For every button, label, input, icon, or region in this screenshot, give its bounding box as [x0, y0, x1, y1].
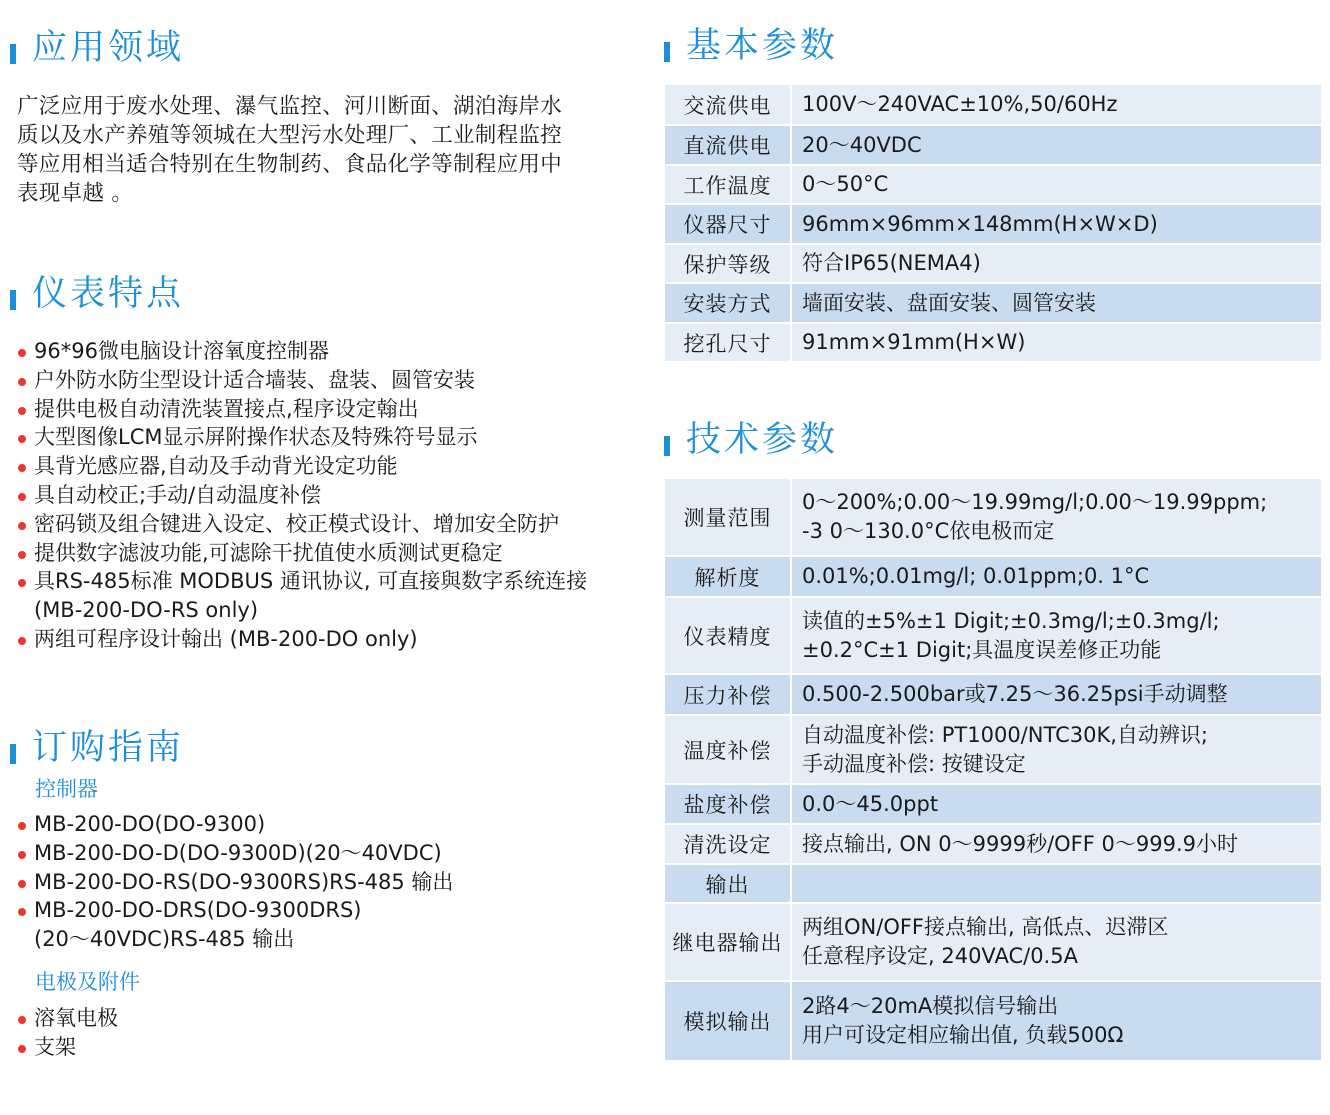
row-value-line: 两组ON/OFF接点输出, 高低点、迟滞区 [802, 915, 1169, 939]
paragraph-line: 质以及水产养殖等领城在大型污水处理厂、工业制程监控 [17, 123, 563, 148]
application-description [17, 92, 562, 208]
row-value [791, 674, 1321, 715]
list-item [16, 423, 587, 452]
row-value-line: 任意程序设定, 240VAC/0.5A [802, 944, 1078, 968]
row-label: 模拟输出 [665, 981, 791, 1061]
table-row [665, 674, 1321, 715]
bullet-icon [18, 637, 26, 645]
row-value [791, 283, 1321, 323]
bullet-icon [18, 349, 26, 357]
bullet-icon [18, 522, 26, 530]
row-value-line: 100V～240VAC±10%,50/60Hz [802, 92, 1118, 116]
row-value-line: 91mm×91mm(H×W) [802, 330, 1026, 354]
table-row [665, 864, 1321, 903]
title-marker [664, 42, 670, 62]
row-label: 工作温度 [665, 165, 791, 204]
list-item [16, 337, 587, 366]
table-row [665, 204, 1321, 244]
list-item-text: 两组可程序设计翰出 (MB-200-DO only) [34, 626, 418, 651]
section-title-ordering: 订购指南 [10, 726, 184, 770]
list-item [16, 625, 587, 654]
list-item [16, 567, 587, 625]
features-list [16, 337, 587, 654]
bullet-icon [18, 851, 26, 859]
accessory-list [16, 1004, 118, 1062]
row-value-line: 用户可设定相应输出值, 负载500Ω [802, 1023, 1124, 1047]
row-value-line: -3 0～130.0°C依电极而定 [802, 519, 1055, 543]
list-item-text: 具RS-485标准 MODBUS 通讯协议, 可直接與数字系统连接 [34, 569, 588, 594]
list-item-text: 提供电极自动清洗装置接点,程序设定翰出 [34, 396, 419, 421]
table-row [665, 125, 1321, 165]
row-label: 测量范围 [665, 479, 791, 556]
list-item [16, 510, 587, 539]
list-item-text: 密码锁及组合键进入设定、校正模式设计、增加安全防护 [34, 511, 559, 536]
list-item-text: (20～40VDC)RS-485 输出 [34, 927, 295, 952]
row-label: 保护等级 [665, 244, 791, 283]
list-item-text: MB-200-DO(DO-9300) [34, 812, 266, 836]
row-value-line: ±0.2°C±1 Digit;具温度误差修正功能 [802, 637, 1162, 662]
paragraph-line: 表现卓越 。 [17, 181, 134, 206]
list-item-text: 溶氧电极 [34, 1006, 118, 1030]
row-label: 盐度补偿 [665, 784, 791, 824]
bullet-icon [18, 435, 26, 443]
row-value [791, 981, 1321, 1061]
list-item [16, 810, 453, 839]
row-value [791, 556, 1321, 597]
row-value [791, 323, 1321, 362]
list-item-text: MB-200-DO-D(DO-9300D)(20～40VDC) [34, 840, 442, 865]
controller-list [16, 810, 453, 954]
row-label: 继电器输出 [665, 903, 791, 981]
table-row [665, 784, 1321, 824]
row-label: 安装方式 [665, 283, 791, 323]
table-row [665, 824, 1321, 864]
title-marker [10, 290, 16, 310]
list-item [16, 366, 587, 395]
row-value-line: 墙面安装、盘面安装、圆管安装 [802, 290, 1096, 315]
controller-subheading: 控制器 [35, 777, 98, 801]
list-item-text: 96*96微电脑设计溶氧度控制器 [34, 339, 329, 363]
paragraph-line: 广泛应用于废水处理、瀑气监控、河川断面、湖泊海岸水 [17, 94, 563, 119]
row-value [791, 715, 1321, 784]
row-value [791, 784, 1321, 824]
bullet-icon [18, 1016, 26, 1024]
row-value [791, 903, 1321, 981]
table-row [665, 323, 1321, 362]
bullet-icon [18, 407, 26, 415]
table-row [665, 715, 1321, 784]
row-label: 解析度 [665, 556, 791, 597]
table-row [665, 244, 1321, 283]
row-label: 仪器尺寸 [665, 204, 791, 244]
row-value-line: 2路4～20mA模拟信号输出 [802, 994, 1059, 1018]
row-value-line: 20～40VDC [802, 132, 922, 157]
table-row [665, 556, 1321, 597]
bullet-icon [18, 464, 26, 472]
list-item [16, 452, 587, 481]
list-item-text: 户外防水防尘型设计适合墙装、盘装、圆管安装 [34, 367, 475, 392]
list-item-text: MB-200-DO-DRS(DO-9300DRS) [34, 898, 362, 923]
list-item [16, 1033, 118, 1062]
row-value-line: 0.01%;0.01mg/l; 0.01ppm;0. 1°C [802, 564, 1150, 588]
bullet-icon [18, 579, 26, 587]
list-item-text: 具自动校正;手动/自动温度补偿 [34, 482, 322, 507]
list-item [16, 395, 587, 424]
row-value-line: 96mm×96mm×148mm(H×W×D) [802, 211, 1158, 236]
bullet-icon [18, 1045, 26, 1053]
row-value [791, 165, 1321, 204]
row-value-line: 手动温度补偿: 按键设定 [802, 751, 1026, 776]
row-label: 清洗设定 [665, 824, 791, 864]
row-value [791, 125, 1321, 165]
row-value [791, 824, 1321, 864]
row-value [791, 864, 1321, 903]
row-label: 温度补偿 [665, 715, 791, 784]
title-marker [10, 744, 16, 764]
list-item [16, 539, 587, 568]
list-item [16, 868, 453, 897]
row-value-line: 接点输出, ON 0～9999秒/OFF 0～999.9小时 [802, 831, 1238, 856]
row-label: 压力补偿 [665, 674, 791, 715]
list-item [16, 481, 587, 510]
table-row [665, 165, 1321, 204]
section-title-features: 仪表特点 [10, 272, 184, 316]
list-item-text: (MB-200-DO-RS only) [34, 598, 259, 623]
bullet-icon [18, 880, 26, 888]
list-item-text: 支架 [34, 1034, 76, 1059]
row-value [791, 85, 1321, 125]
tech-params-table [665, 479, 1321, 1062]
row-value-line: 0～50°C [802, 172, 889, 196]
row-value [791, 597, 1321, 674]
row-label: 交流供电 [665, 85, 791, 125]
bullet-icon [18, 551, 26, 559]
row-label: 仪表精度 [665, 597, 791, 674]
list-item [16, 839, 453, 868]
row-label: 输出 [665, 864, 791, 903]
table-row [665, 903, 1321, 981]
table-row [665, 283, 1321, 323]
bullet-icon [18, 908, 26, 916]
row-value [791, 204, 1321, 244]
title-marker [10, 44, 16, 64]
bullet-icon [18, 378, 26, 386]
row-value-line: 符合IP65(NEMA4) [802, 251, 981, 275]
basic-params-table [665, 85, 1321, 363]
row-value-line: 读值的±5%±1 Digit;±0.3mg/l;±0.3mg/l; [802, 608, 1220, 633]
row-value-line: 0.500-2.500bar或7.25～36.25psi手动调整 [802, 682, 1228, 706]
row-value [791, 479, 1321, 556]
list-item-text: 具背光感应器,自动及手动背光设定功能 [34, 454, 398, 479]
list-item-text: 大型图像LCM显示屏附操作状态及特殊符号显示 [34, 425, 478, 450]
list-item [16, 896, 453, 954]
row-label: 挖孔尺寸 [665, 323, 791, 362]
table-row [665, 981, 1321, 1061]
paragraph-line: 等应用相当适合特别在生物制药、食品化学等制程应用中 [17, 152, 563, 177]
row-value [791, 244, 1321, 283]
bullet-icon [18, 493, 26, 501]
section-title-tech-params: 技术参数 [664, 418, 838, 462]
title-marker [664, 436, 670, 456]
list-item [16, 1004, 118, 1033]
section-title-basic-params: 基本参数 [664, 24, 838, 68]
bullet-icon [18, 822, 26, 830]
row-label: 直流供电 [665, 125, 791, 165]
row-value-line: 0.0～45.0ppt [802, 791, 939, 816]
table-row [665, 479, 1321, 556]
row-value-line: 自动温度补偿: PT1000/NTC30K,自动辨识; [802, 722, 1208, 747]
table-row [665, 597, 1321, 674]
accessory-subheading: 电极及附件 [35, 970, 140, 994]
row-value-line: 0～200%;0.00～19.99mg/l;0.00～19.99ppm; [802, 490, 1268, 514]
list-item-text: MB-200-DO-RS(DO-9300RS)RS-485 输出 [34, 869, 454, 894]
table-row [665, 85, 1321, 125]
list-item-text: 提供数字滤波功能,可滤除干扰值使水质测试更稳定 [34, 540, 503, 565]
section-title-application: 应用领域 [10, 26, 184, 70]
